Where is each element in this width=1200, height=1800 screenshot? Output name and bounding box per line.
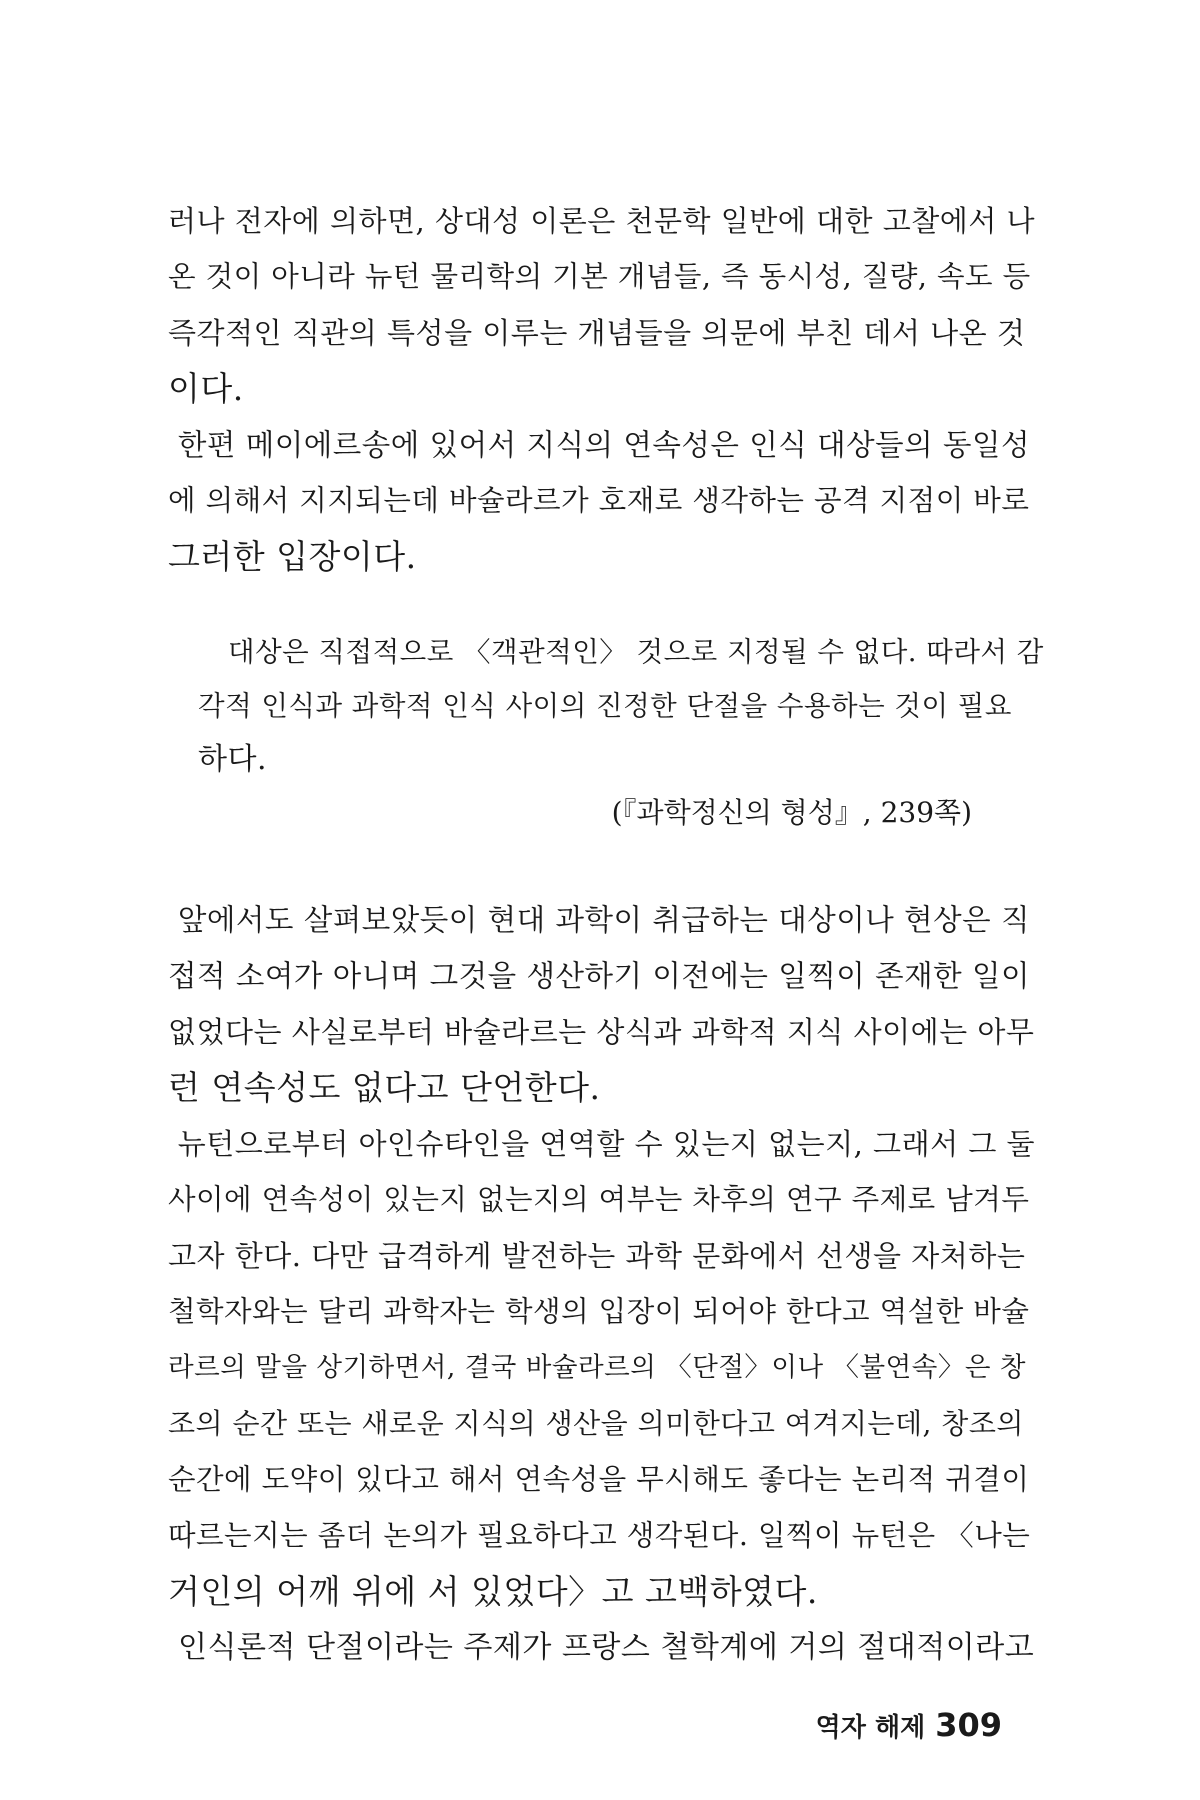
body-line: 사이에 연속성이 있는지 없는지의 여부는 차후의 연구 주제로 남겨두: [168, 1183, 1030, 1216]
quote-line: 각적 인식과 과학적 인식 사이의 진정한 단절을 수용하는 것이 필요: [198, 690, 1012, 722]
page-number: 309: [935, 1706, 1002, 1744]
body-line: 고자 한다. 다만 급격하게 발전하는 과학 문화에서 선생을 자처하는: [168, 1239, 1026, 1273]
body-line: 즉각적인 직관의 특성을 이루는 개념들을 의문에 부친 데서 나온 것: [168, 316, 1026, 350]
body-line: 접적 소여가 아니며 그것을 생산하기 이전에는 일찍이 존재한 일이: [168, 959, 1030, 993]
footer-section-title: 역자 해제: [815, 1713, 926, 1743]
body-line: 인식론적 단절이라는 주제가 프랑스 철학계에 거의 절대적이라고: [168, 1630, 1035, 1665]
quote-line: 대상은 직접적으로 〈객관적인〉 것으로 지정될 수 없다. 따라서 감: [228, 636, 1044, 668]
body-line: 온 것이 아니라 뉴턴 물리학의 기본 개념들, 즉 동시성, 질량, 속도 등: [168, 260, 1031, 293]
body-line: 없었다는 사실로부터 바슐라르는 상식과 과학적 지식 사이에는 아무: [168, 1015, 1035, 1049]
body-line: 라르의 말을 상기하면서, 결국 바슐라르의 〈단절〉이나 〈불연속〉은 창: [168, 1352, 1026, 1383]
body-line: 철학자와는 달리 과학자는 학생의 입장이 되어야 한다고 역설한 바슐: [168, 1295, 1030, 1328]
body-line: 에 의해서 지지되는데 바슐라르가 호재로 생각하는 공격 지점이 바로: [168, 484, 1030, 517]
body-line: 이다.: [168, 369, 244, 408]
quote-citation: (『과학정신의 형성』, 239쪽): [611, 796, 972, 829]
quote-line: 하다.: [198, 742, 267, 777]
body-line: 러나 전자에 의하면, 상대성 이론은 천문학 일반에 대한 고찰에서 나: [168, 204, 1036, 238]
body-line: 순간에 도약이 있다고 해서 연속성을 무시해도 좋다는 논리적 귀결이: [168, 1463, 1030, 1496]
body-line: 런 연속성도 없다고 단언한다.: [168, 1068, 601, 1107]
body-line: 조의 순간 또는 새로운 지식의 생산을 의미한다고 여겨지는데, 창조의: [168, 1407, 1024, 1440]
body-line: 한편 메이에르송에 있어서 지식의 연속성은 인식 대상들의 동일성: [168, 428, 1030, 462]
body-line: 그러한 입장이다.: [168, 537, 417, 576]
page-footer: [816, 1708, 1002, 1745]
body-line: 따르는지는 좀더 논의가 필요하다고 생각된다. 일찍이 뉴턴은 〈나는: [168, 1519, 1031, 1552]
body-line: 거인의 어깨 위에 서 있었다〉고 고백하였다.: [168, 1572, 818, 1611]
body-line: 뉴턴으로부터 아인슈타인을 연역할 수 있는지 없는지, 그래서 그 둘: [168, 1127, 1036, 1161]
body-line: 앞에서도 살펴보았듯이 현대 과학이 취급하는 대상이나 현상은 직: [168, 903, 1030, 937]
